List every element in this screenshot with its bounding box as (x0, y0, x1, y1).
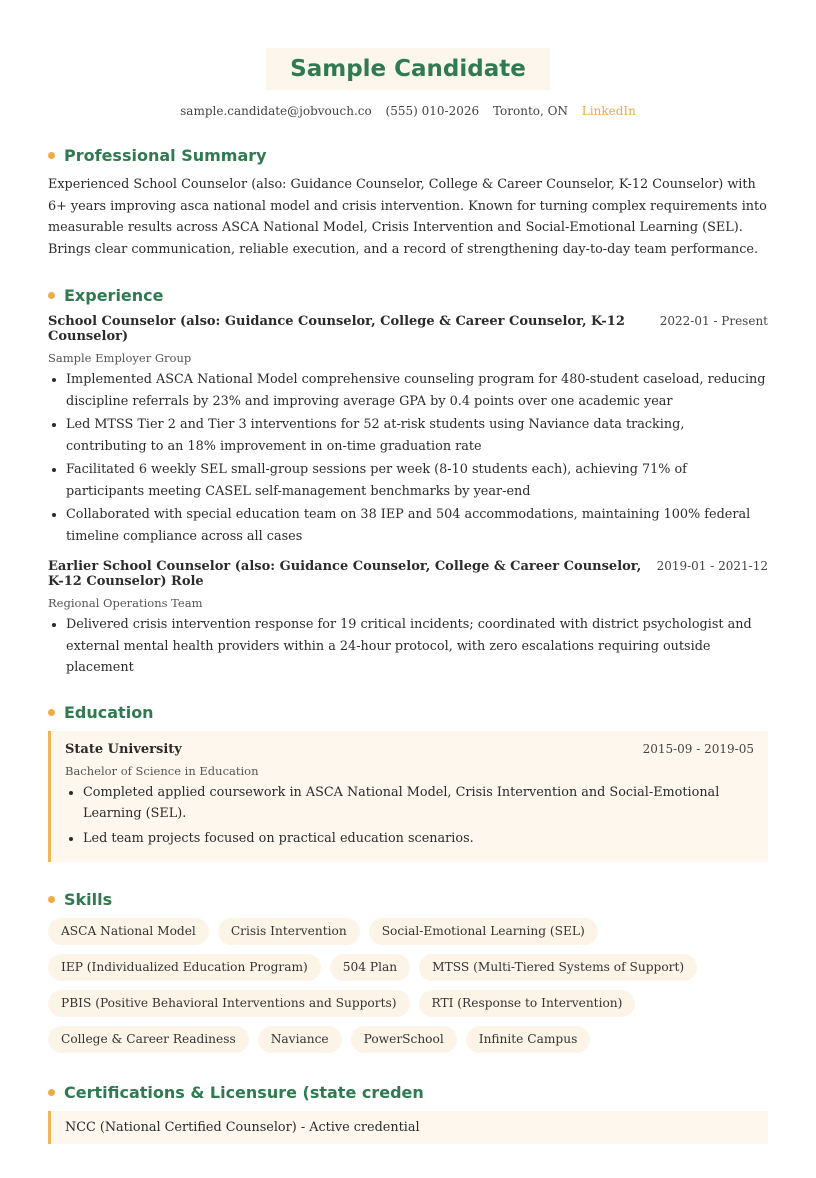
list-item: • Led team projects focused on practical education scenarios. (83, 828, 754, 850)
skill-chip: ASCA National Model (48, 918, 209, 945)
list-item: • Facilitated 6 weekly SEL small-group sessions per week (8-10 students each), achieving 71% of participants meeting CASEL self-management benchmarks by year-end (66, 459, 768, 502)
section-title-text: Experience (64, 286, 164, 305)
list-item: • Led MTSS Tier 2 and Tier 3 interventions for 52 at-risk students using Naviance data tracking, contributing to an 18% improvement in on-time graduation rate (66, 414, 768, 457)
skill-chip: Social-Emotional Learning (SEL) (369, 918, 598, 945)
skill-chip: PBIS (Positive Behavioral Interventions and Supports) (48, 990, 410, 1017)
list-item: • Collaborated with special education team on 38 IEP and 504 accommodations, maintaining 100% federal timeline compliance across all cases (66, 504, 768, 547)
job-dates: 2022-01 - Present (659, 314, 768, 328)
job-bullets (48, 369, 768, 547)
skill-chip: RTI (Response to Intervention) (419, 990, 636, 1017)
school-name: State University (65, 741, 182, 757)
education-dates: 2015-09 - 2019-05 (642, 741, 754, 756)
bullet-dot-icon (48, 1089, 55, 1096)
skill-chip: Infinite Campus (466, 1026, 591, 1053)
candidate-name: Sample Candidate (266, 48, 550, 90)
job-employer: Sample Employer Group (48, 351, 192, 365)
contact-line (48, 104, 768, 118)
summary-text: Experienced School Counselor (also: Guidance Counselor, College & Career Counselor, K-12 Counselor) with 6+ years improving asca national model and crisis intervention. Known for turning complex requirements into measurable results across ASCA National Model, Crisis Intervention and Social-Emotional Learning (SEL). Brings clear communication, reliable execution, and a record of strengthening day-to-day team performance. (48, 177, 767, 257)
bullet-dot-icon (48, 292, 55, 299)
job-header (48, 559, 768, 589)
list-item: • Delivered crisis intervention response for 19 critical incidents; coordinated with district psychologist and external mental health providers within a 24-hour protocol, with zero escalations requiring outside placement (66, 614, 768, 679)
certifications-section (48, 1083, 768, 1144)
skill-chip: Naviance (258, 1026, 342, 1053)
job-employer: Regional Operations Team (48, 596, 203, 610)
degree: Bachelor of Science in Education (65, 763, 259, 778)
job-title: Earlier School Counselor (also: Guidance Counselor, College & Career Counselor, K-12 Counselor) Role (48, 559, 642, 589)
skill-chip: IEP (Individualized Education Program) (48, 954, 321, 981)
bullet-dot-icon (48, 152, 55, 159)
skills-section (48, 890, 768, 1053)
bullet-dot-icon (48, 709, 55, 716)
skill-chip: MTSS (Multi-Tiered Systems of Support) (419, 954, 697, 981)
contact-location: Toronto, ON (492, 104, 568, 118)
section-title-text: Skills (64, 890, 113, 909)
section-title-experience (48, 286, 768, 305)
section-title-text: Education (64, 702, 154, 722)
skill-chip: Crisis Intervention (218, 918, 360, 945)
education-card (48, 731, 768, 863)
job-header (48, 314, 768, 344)
list-item: • Completed applied coursework in ASCA National Model, Crisis Intervention and Social-Emotional Learning (SEL). (83, 782, 754, 825)
certification-item: NCC (National Certified Counselor) - Active credential (65, 1120, 420, 1135)
list-item: • Implemented ASCA National Model comprehensive counseling program for 480-student caseload, reducing discipline referrals by 23% and improving average GPA by 0.4 points over one academic year (66, 369, 768, 412)
education-section (48, 703, 768, 863)
education-header (65, 742, 754, 757)
job-dates: 2019-01 - 2021-12 (656, 559, 768, 573)
bullet-dot-icon (48, 896, 55, 903)
skill-chip: 504 Plan (330, 954, 410, 981)
job-title: School Counselor (also: Guidance Counselor, College & Career Counselor, K-12 Counselor) (48, 314, 625, 344)
skill-chip: College & Career Readiness (48, 1026, 249, 1053)
section-title-skills (48, 890, 768, 909)
linkedin-link[interactable]: LinkedIn (581, 104, 636, 118)
skill-chip: PowerSchool (351, 1026, 457, 1053)
section-title-education (48, 703, 768, 722)
job-bullets (48, 614, 768, 679)
job-entry (48, 314, 768, 547)
summary-section (48, 146, 768, 260)
contact-email[interactable]: sample.candidate@jobvouch.co (180, 104, 372, 118)
certification-card (48, 1111, 768, 1144)
contact-phone: (555) 010-2026 (385, 104, 480, 118)
education-bullets (65, 782, 754, 850)
skills-list (48, 918, 768, 1053)
resume-header (48, 0, 768, 118)
experience-section (48, 286, 768, 679)
section-title-text: Professional Summary (64, 146, 267, 165)
section-title-certifications (48, 1083, 768, 1102)
job-entry (48, 559, 768, 679)
section-title-summary (48, 146, 768, 165)
section-title-text: Certifications & Licensure (state creden (64, 1083, 424, 1102)
